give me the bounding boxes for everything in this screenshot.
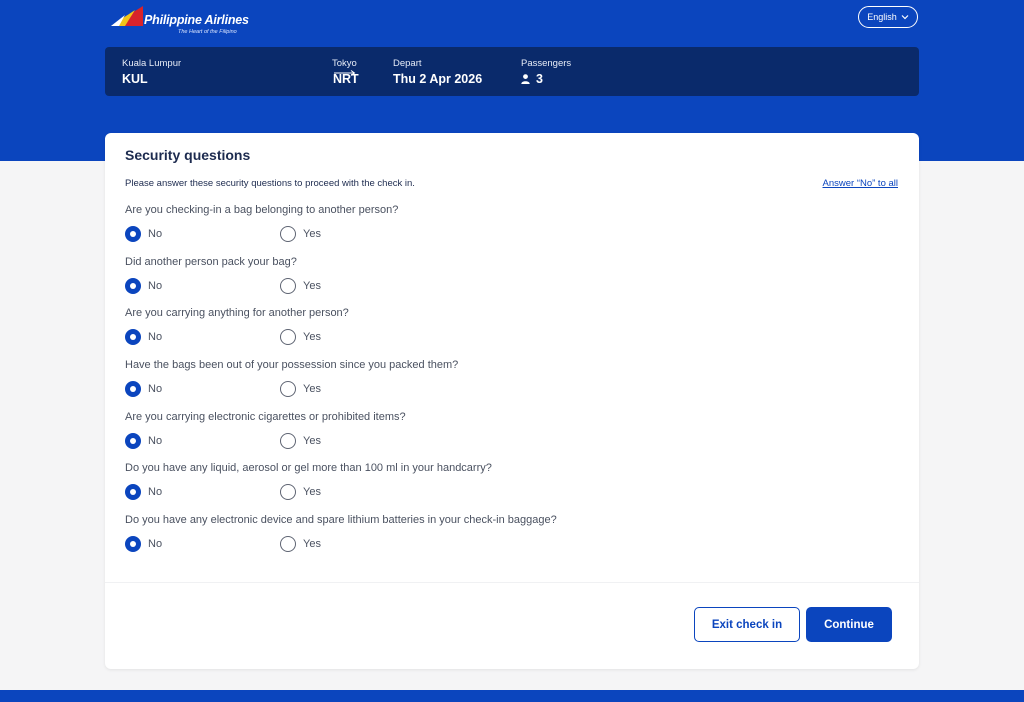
radio-yes[interactable]	[280, 329, 321, 345]
question-3	[125, 307, 349, 349]
language-selector[interactable]	[858, 6, 918, 28]
radio-yes[interactable]	[280, 433, 321, 449]
radio-unchecked-icon[interactable]	[280, 484, 296, 500]
passengers-count: 3	[536, 72, 543, 86]
question-5	[125, 411, 406, 453]
answer-options	[125, 329, 349, 349]
question-text: Do you have any liquid, aerosol or gel more than 100 ml in your handcarry?	[125, 462, 492, 474]
language-label: English	[867, 12, 897, 22]
radio-no[interactable]	[125, 226, 162, 242]
radio-no[interactable]	[125, 329, 162, 345]
answer-options	[125, 226, 398, 246]
answer-options	[125, 536, 557, 556]
radio-yes-label: Yes	[303, 280, 321, 292]
radio-unchecked-icon[interactable]	[280, 536, 296, 552]
radio-yes[interactable]	[280, 226, 321, 242]
question-4	[125, 359, 458, 401]
trip-summary-bar	[105, 47, 919, 96]
radio-yes-label: Yes	[303, 331, 321, 343]
page-title: Security questions	[125, 147, 251, 163]
radio-checked-icon[interactable]	[125, 433, 141, 449]
radio-checked-icon[interactable]	[125, 536, 141, 552]
radio-unchecked-icon[interactable]	[280, 226, 296, 242]
passengers	[521, 58, 571, 86]
radio-yes[interactable]	[280, 278, 321, 294]
question-6	[125, 462, 492, 504]
radio-no-label: No	[148, 383, 163, 395]
radio-no-label: No	[148, 228, 163, 240]
person-icon	[521, 74, 530, 84]
radio-no[interactable]	[125, 381, 162, 397]
question-text: Do you have any electronic device and spare lithium batteries in your check-in baggage?	[125, 514, 557, 526]
answer-options	[125, 278, 321, 298]
footer-band	[0, 690, 1024, 702]
question-text: Are you carrying anything for another person?	[125, 307, 349, 319]
instructions-text: Please answer these security questions to proceed with the check in.	[125, 178, 415, 189]
destination-city: Tokyo	[332, 58, 357, 69]
radio-checked-icon[interactable]	[125, 226, 141, 242]
radio-unchecked-icon[interactable]	[280, 329, 296, 345]
card-divider	[105, 582, 919, 583]
radio-unchecked-icon[interactable]	[280, 381, 296, 397]
chevron-down-icon	[901, 14, 909, 20]
security-questions-card	[105, 133, 919, 669]
question-text: Have the bags been out of your possession since you packed them?	[125, 359, 459, 371]
depart-date: Thu 2 Apr 2026	[393, 72, 483, 86]
radio-no-label: No	[148, 331, 163, 343]
origin-code: KUL	[122, 72, 148, 86]
continue-button[interactable]: Continue	[806, 607, 892, 642]
depart	[393, 58, 482, 86]
question-text: Are you carrying electronic cigarettes or prohibited items?	[125, 411, 406, 423]
radio-unchecked-icon[interactable]	[280, 278, 296, 294]
airline-name: Philippine Airlines	[144, 13, 249, 27]
passengers-value	[521, 72, 571, 86]
passengers-label: Passengers	[521, 58, 572, 69]
radio-no[interactable]	[125, 278, 162, 294]
radio-yes[interactable]	[280, 536, 321, 552]
radio-checked-icon[interactable]	[125, 484, 141, 500]
airline-logo[interactable]	[111, 6, 251, 38]
radio-yes-label: Yes	[303, 228, 321, 240]
radio-yes-label: Yes	[303, 486, 321, 498]
destination	[332, 58, 359, 86]
airline-tagline: The Heart of the Filipino	[178, 29, 237, 35]
radio-yes-label: Yes	[303, 383, 321, 395]
radio-no-label: No	[148, 280, 163, 292]
radio-unchecked-icon[interactable]	[280, 433, 296, 449]
answer-no-to-all-link[interactable]: Answer “No” to all	[822, 178, 898, 189]
radio-yes-label: Yes	[303, 435, 321, 447]
question-7	[125, 514, 557, 556]
depart-label: Depart	[393, 58, 422, 69]
radio-checked-icon[interactable]	[125, 278, 141, 294]
radio-yes[interactable]	[280, 484, 321, 500]
radio-no[interactable]	[125, 484, 162, 500]
question-2	[125, 256, 321, 298]
radio-checked-icon[interactable]	[125, 381, 141, 397]
answer-options	[125, 381, 458, 401]
airline-logo-icon	[111, 6, 143, 26]
radio-yes[interactable]	[280, 381, 321, 397]
origin	[122, 58, 181, 86]
exit-check-in-button[interactable]: Exit check in	[694, 607, 800, 642]
radio-no-label: No	[148, 486, 163, 498]
radio-no[interactable]	[125, 536, 162, 552]
radio-yes-label: Yes	[303, 538, 321, 550]
question-1	[125, 204, 398, 246]
radio-no-label: No	[148, 538, 163, 550]
origin-city: Kuala Lumpur	[122, 58, 182, 69]
answer-options	[125, 484, 492, 504]
answer-options	[125, 433, 406, 453]
radio-no[interactable]	[125, 433, 162, 449]
radio-no-label: No	[148, 435, 163, 447]
destination-code: NRT	[333, 72, 359, 86]
question-text: Are you checking-in a bag belonging to another person?	[125, 204, 399, 216]
question-text: Did another person pack your bag?	[125, 256, 297, 268]
radio-checked-icon[interactable]	[125, 329, 141, 345]
